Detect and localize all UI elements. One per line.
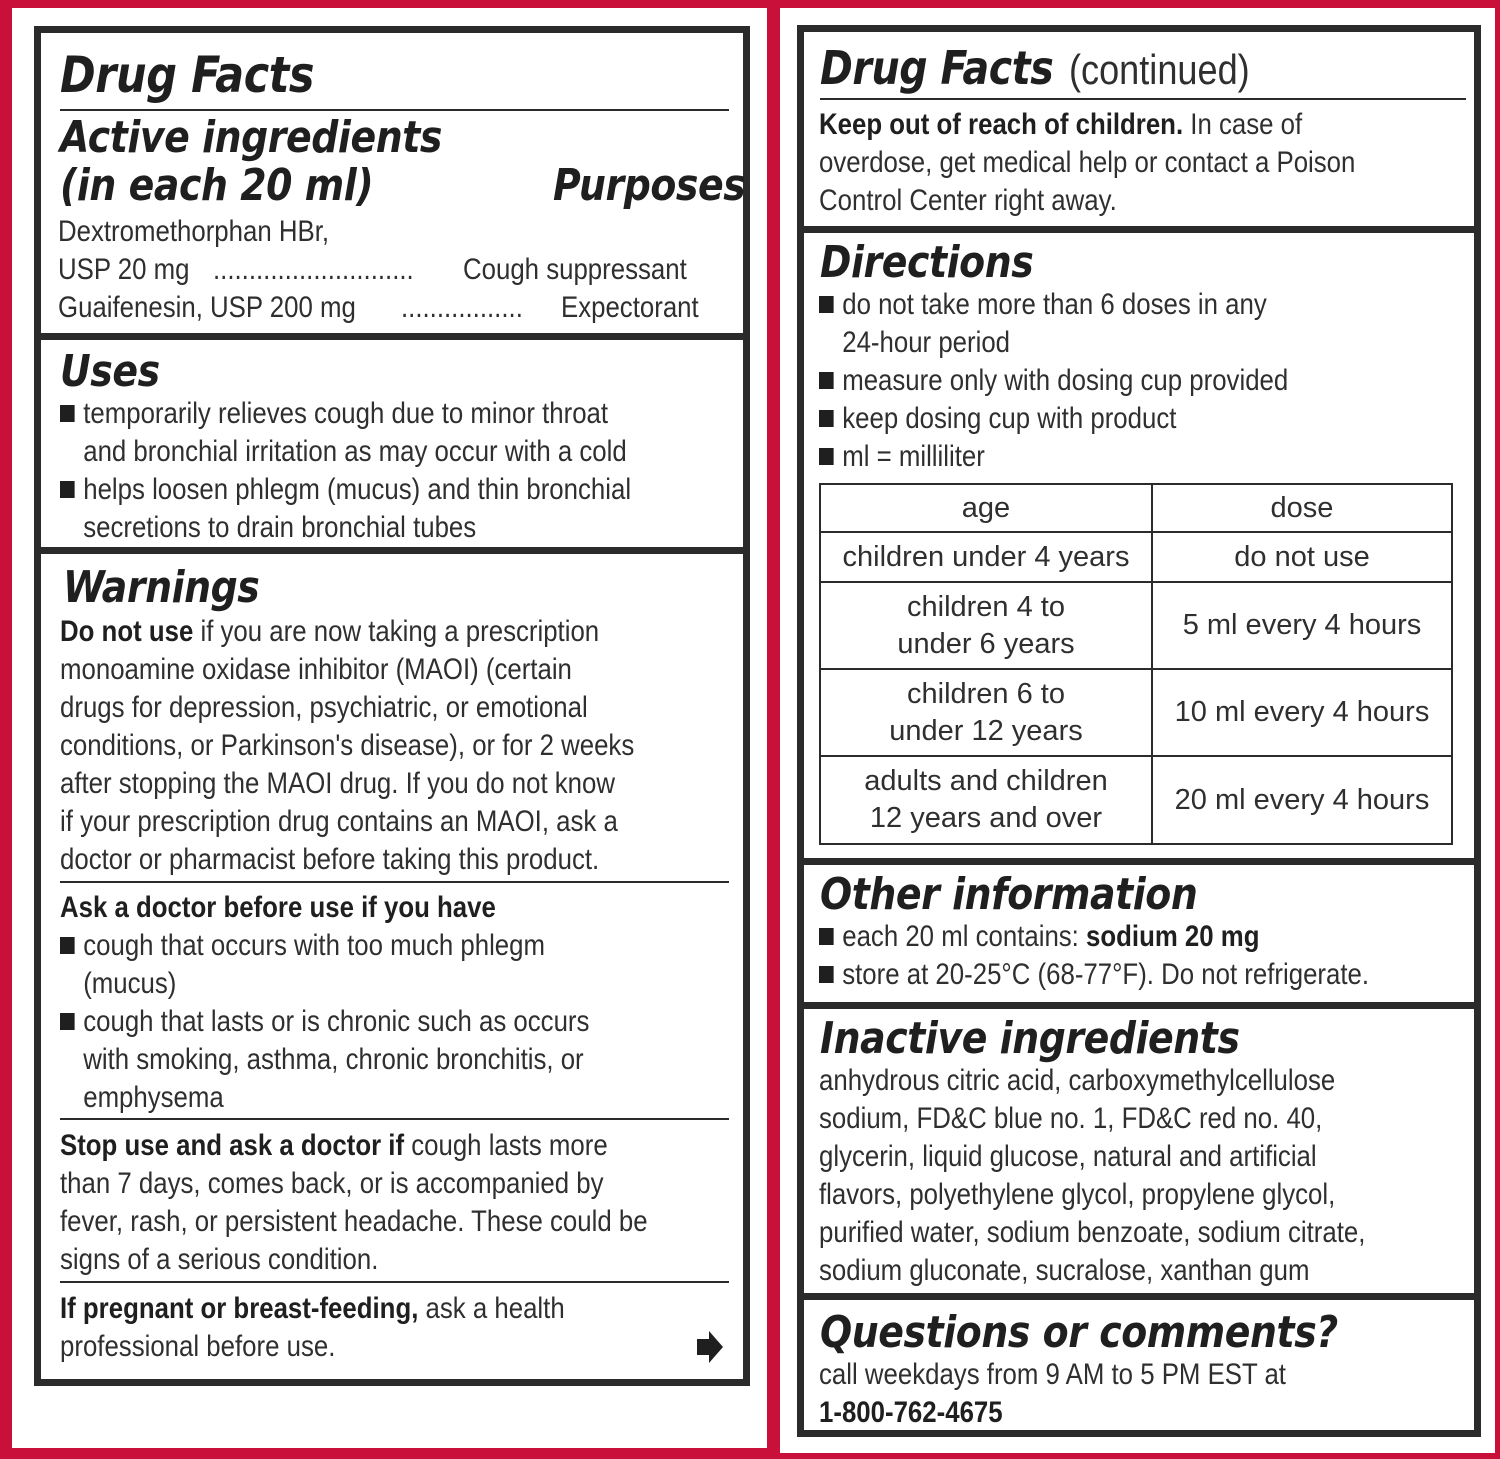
age-cell: adults and children 12 years and over — [820, 756, 1152, 844]
bullet-icon — [819, 448, 834, 465]
bullet-icon — [819, 410, 834, 427]
questions-heading: Questions or comments? — [820, 1307, 1338, 1358]
bullet-icon — [819, 372, 834, 389]
warnings-rule — [60, 1118, 729, 1120]
directions-item-2: measure only with dosing cup provided — [819, 362, 1288, 400]
table-row — [820, 669, 1452, 756]
active-ingredients-subheading: (in each 20 ml) — [60, 160, 374, 211]
directions-item-3: keep dosing cup with product — [819, 400, 1176, 438]
arrow-right-icon — [695, 1329, 725, 1365]
bullet-icon — [60, 1013, 75, 1030]
table-header-row — [820, 484, 1452, 532]
bullet-icon — [819, 966, 834, 983]
bullet-icon — [60, 405, 75, 422]
ingredient-1-name: Dextromethorphan HBr, — [58, 215, 330, 248]
warnings-rule — [60, 881, 729, 883]
age-cell: children 6 to under 12 years — [820, 669, 1152, 756]
drug-facts-title: Drug Facts — [60, 46, 315, 104]
age-cell: children under 4 years — [820, 532, 1152, 582]
continued-suffix: (continued) — [1069, 46, 1251, 93]
bullet-icon — [819, 296, 834, 313]
ask-doctor-item-1: cough that occurs with too much phlegm (mucus) — [60, 927, 545, 1003]
dose-cell: 10 ml every 4 hours — [1152, 669, 1452, 756]
stop-use-paragraph: Stop use and ask a doctor if cough lasts more than 7 days, comes back, or is accompanied by fever, rash, or persistent headache. These could be signs of a serious condition. — [60, 1129, 648, 1276]
warnings-rule — [60, 1281, 729, 1283]
ask-doctor-heading: Ask a doctor before use if you have — [60, 891, 496, 924]
bullet-icon — [60, 937, 75, 954]
questions-line: call weekdays from 9 AM to 5 PM EST at — [819, 1358, 1286, 1391]
drug-facts-title: Drug Facts — [820, 41, 1054, 95]
bullet-icon — [819, 928, 834, 945]
other-info-item-1: each 20 ml contains: sodium 20 mg — [819, 918, 1260, 956]
uses-item-1: temporarily relieves cough due to minor throat and bronchial irritation as may occur with a cold — [60, 395, 627, 471]
other-information-heading: Other information — [820, 869, 1198, 920]
ask-doctor-item-2: cough that lasts or is chronic such as occurs with smoking, asthma, chronic bronchitis, or emphysema — [60, 1003, 589, 1117]
drug-facts-frame-left — [34, 26, 750, 1386]
ingredient-2-leader: ................. — [401, 291, 523, 324]
ingredient-1-purpose: Cough suppressant — [463, 253, 687, 286]
directions-item-1: do not take more than 6 doses in any 24-hour period — [819, 286, 1267, 362]
purposes-heading: Purposes — [553, 160, 746, 211]
do-not-use-paragraph: Do not use if you are now taking a prescription monoamine oxidase inhibitor (MAOI) (certain drugs for depression, psychiatric, or emotional conditions, or Parkinson's disease), or for 2 weeks after stopping the MAOI drug. If you do not know if your prescription drug contains an MAOI, ask a doctor or pharmacist before taking this product. — [60, 615, 635, 876]
ingredient-1-strength: USP 20 mg — [58, 253, 190, 286]
bullet-icon — [60, 481, 75, 498]
continued-title — [820, 42, 1280, 96]
ingredient-2-name: Guaifenesin, USP 200 mg — [58, 291, 356, 324]
table-header-dose: dose — [1152, 484, 1452, 532]
phone-number: 1-800-762-4675 — [819, 1396, 1003, 1429]
section-divider — [804, 858, 1474, 865]
inactive-ingredients-list: anhydrous citric acid, carboxymethylcellulose sodium, FD&C blue no. 1, FD&C red no. 40, glycerin, liquid glucose, natural and artificial flavors, polyethylene glycol, propylene glycol, purified water, sodium benzoate, sodium citrate, sodium gluconate, sucralose, xanthan gum — [819, 1064, 1366, 1287]
uses-heading: Uses — [60, 346, 160, 397]
table-header-age: age — [820, 484, 1152, 532]
directions-item-4: ml = milliliter — [819, 438, 985, 476]
table-row — [820, 582, 1452, 669]
active-ingredients-heading: Active ingredients — [60, 112, 442, 163]
directions-heading: Directions — [820, 237, 1034, 288]
warnings-heading: Warnings — [63, 562, 260, 613]
title-rule — [60, 109, 729, 111]
dose-cell: 20 ml every 4 hours — [1152, 756, 1452, 844]
age-cell: children 4 to under 6 years — [820, 582, 1152, 669]
section-divider — [804, 1293, 1474, 1300]
uses-item-2: helps loosen phlegm (mucus) and thin bronchial secretions to drain bronchial tubes — [60, 471, 631, 547]
section-divider — [41, 547, 743, 554]
ingredient-1-leader: ............................ — [213, 253, 414, 286]
ingredient-2-purpose: Expectorant — [561, 291, 699, 324]
pregnant-paragraph: If pregnant or breast-feeding, ask a health professional before use. — [60, 1292, 565, 1363]
drug-facts-panel-right — [780, 8, 1495, 1453]
section-divider — [41, 333, 743, 340]
section-divider — [804, 1002, 1474, 1009]
drug-facts-panel-left — [12, 8, 767, 1448]
dosage-table — [819, 483, 1453, 845]
dose-cell: do not use — [1152, 532, 1452, 582]
table-row — [820, 532, 1452, 582]
keep-out-paragraph: Keep out of reach of children. In case of overdose, get medical help or contact a Poison Control Center right away. — [819, 108, 1356, 217]
title-rule — [820, 98, 1466, 100]
other-info-item-2: store at 20-25°C (68-77°F). Do not refrigerate. — [819, 956, 1369, 994]
table-row — [820, 756, 1452, 844]
inactive-ingredients-heading: Inactive ingredients — [820, 1013, 1240, 1064]
drug-facts-frame-right — [797, 25, 1481, 1437]
section-divider — [804, 226, 1474, 233]
dose-cell: 5 ml every 4 hours — [1152, 582, 1452, 669]
